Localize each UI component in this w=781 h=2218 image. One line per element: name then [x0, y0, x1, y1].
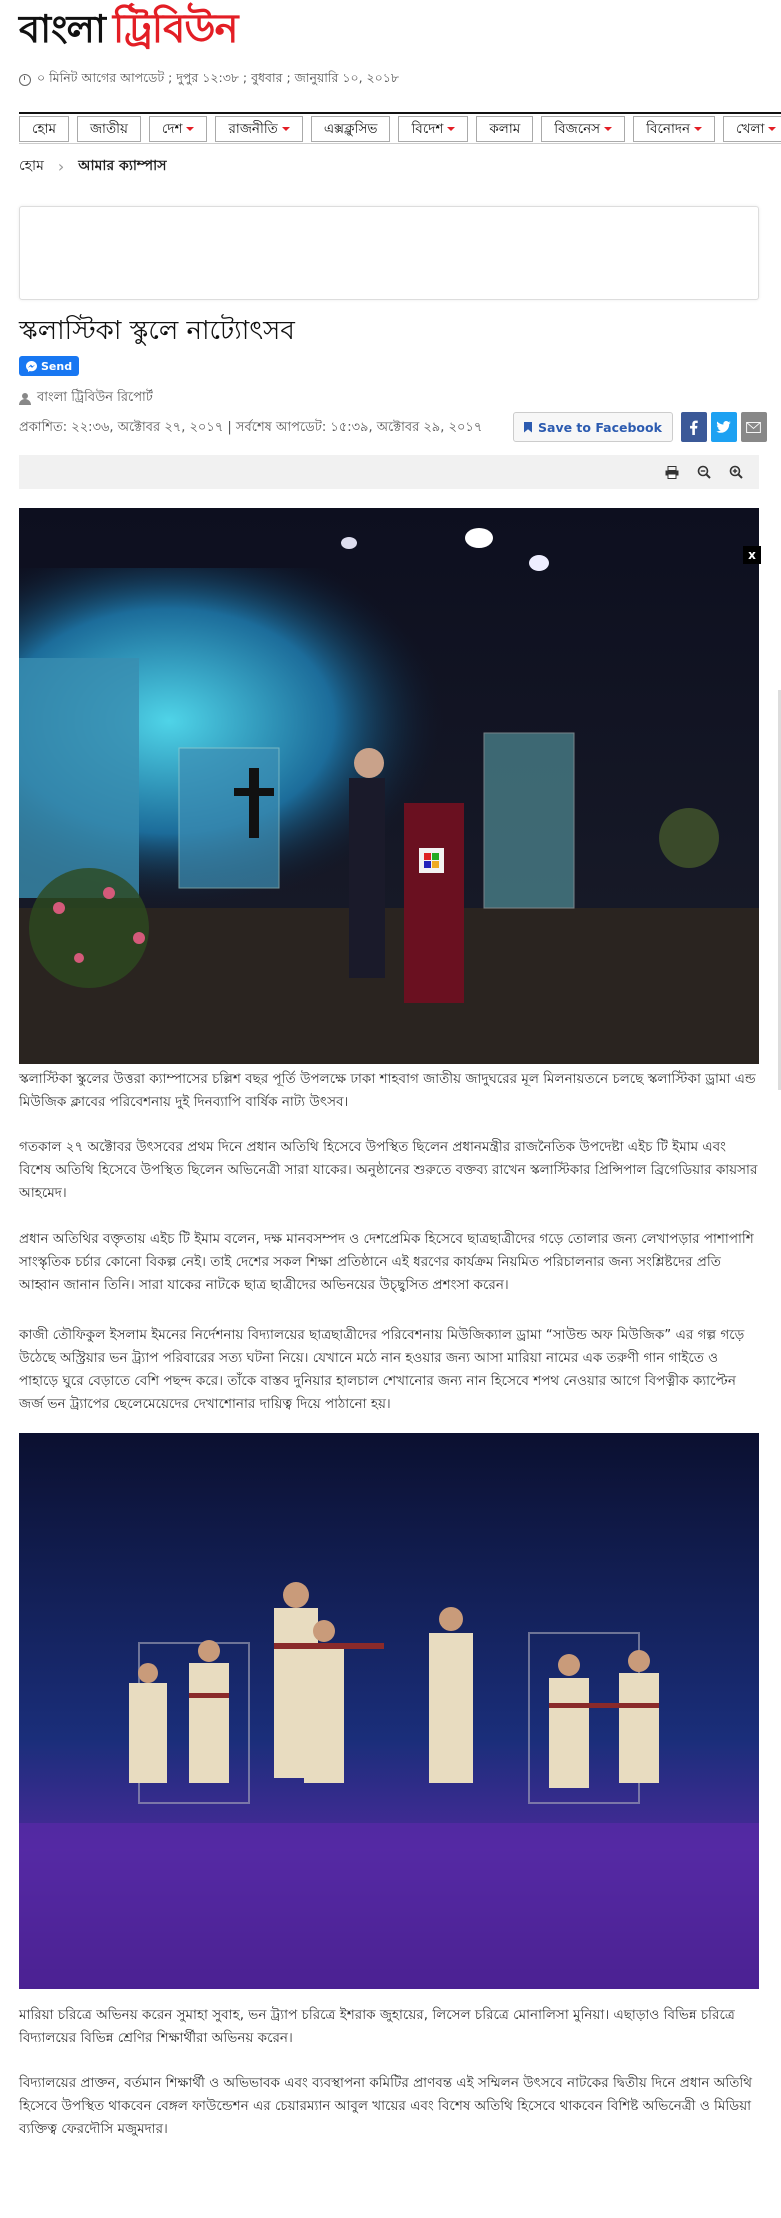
nav-item-label: বিজনেস	[554, 120, 601, 137]
article-paragraph: মারিয়া চরিত্রে অভিনয় করেন সুমাহা সুবাহ, ভন ট্র্যাপ চরিত্রে ইশরাক জুহায়ের, লিসেল চরিত্রে মোনালিসা মুনিয়া। এছাড়াও বিভিন্ন চরিত্রে বিদ্যালয়ের বিভিন্ন শ্রেণির শিক্ষার্থীরা অভিনয় করেন।	[19, 2007, 735, 2046]
messenger-icon	[26, 361, 37, 372]
nav-item[interactable]	[149, 116, 208, 142]
nav-item-label: জাতীয়	[89, 120, 128, 137]
caret-down-icon	[694, 127, 702, 131]
user-icon	[19, 393, 31, 405]
nav-item[interactable]	[723, 116, 781, 142]
nav-item-label: রাজনীতি	[228, 120, 278, 137]
logo-bangla: বাংলা	[19, 6, 105, 51]
caret-down-icon	[282, 127, 290, 131]
close-button[interactable]: x	[743, 546, 761, 564]
nav-item[interactable]	[633, 116, 715, 142]
messenger-send-button[interactable]	[19, 356, 79, 376]
facebook-share-button[interactable]	[681, 412, 707, 442]
twitter-icon	[716, 421, 731, 433]
breadcrumb	[19, 154, 166, 178]
share-bar	[513, 412, 767, 442]
site-logo[interactable]	[19, 5, 238, 64]
email-icon	[746, 422, 761, 433]
nav-item[interactable]	[215, 116, 302, 142]
publish-date: প্রকাশিত: ২২:৩৬, অক্টোবর ২৭, ২০১৭ | সর্বশেষ আপডেট: ১৫:৩৯, অক্টোবর ২৯, ২০১৭	[19, 420, 483, 435]
caret-down-icon	[447, 127, 455, 131]
nav-item-label: দেশ	[161, 120, 183, 137]
nav-item-label: বিদেশ	[411, 120, 444, 137]
nav-item-label: খেলা	[736, 120, 765, 137]
clock-icon	[19, 74, 31, 86]
nav-item[interactable]	[77, 116, 141, 142]
zoom-out-icon[interactable]	[697, 465, 711, 479]
bookmark-icon	[524, 422, 532, 433]
caret-down-icon	[768, 127, 776, 131]
article-toolbar	[19, 455, 759, 489]
save-to-facebook-button[interactable]	[513, 412, 673, 442]
nav-item[interactable]	[19, 116, 69, 142]
breadcrumb-home[interactable]: হোম	[19, 158, 44, 174]
last-updated	[19, 70, 399, 90]
nav-item[interactable]	[541, 116, 625, 142]
send-label: Send	[41, 359, 73, 373]
save-to-facebook-label: Save to Facebook	[538, 419, 662, 435]
zoom-in-icon[interactable]	[729, 465, 743, 479]
breadcrumb-category[interactable]: আমার ক্যাম্পাস	[78, 158, 167, 174]
last-updated-text: ০ মিনিট আগের আপডেট ; দুপুর ১২:৩৮ ; বুধবার ; জানুয়ারি ১০, ২০১৮	[37, 70, 400, 85]
article-photo-speech	[19, 508, 759, 1064]
nav-item[interactable]	[476, 116, 533, 142]
print-icon[interactable]	[665, 466, 679, 479]
email-share-button[interactable]	[741, 412, 767, 442]
chevron-right-icon: ›	[57, 156, 65, 176]
article-paragraph: বিদ্যালয়ের প্রাক্তন, বর্তমান শিক্ষার্থী ও অভিভাবক এবং ব্যবস্থাপনা কমিটির প্রাণবন্ত এই সম্মিলন উৎসবে নাটকের দ্বিতীয় দিনে প্রধান অতিথি হিসেবে উপস্থিত থাকবেন বেঙ্গল ফাউন্ডেশন এর চেয়ারম্যান আবুল খায়ের এবং বিশেষ অতিথি হিসেবে থাকবেন বিশিষ্ট অভিনেত্রী ও মিডিয়া ব্যক্তিত্ব ফেরদৌসি মজুমদার।	[19, 2075, 753, 2137]
nav-item-label: কলাম	[489, 120, 521, 137]
nav-item-label: বিনোদন	[646, 120, 691, 137]
nav-item[interactable]	[311, 116, 391, 142]
main-nav	[19, 112, 781, 144]
article-photo-drama	[19, 1433, 759, 1989]
article-paragraph: স্কলাস্টিকা স্কুলের উত্তরা ক্যাম্পাসের চল্লিশ বছর পূর্তি উপলক্ষে ঢাকা শাহবাগ জাতীয় জাদুঘরের মূল মিলনায়তনে চলছে স্কলাস্টিকা ড্রামা এন্ড মিউজিক ক্লাবের পরিবেশনায় দুই দিনব্যাপি বার্ষিক নাট্য উৎসব।	[19, 1071, 756, 1110]
article-author	[19, 388, 153, 409]
author-name: বাংলা ট্রিবিউন রিপোর্ট	[37, 390, 153, 405]
article-paragraph: কাজী তৌফিকুল ইসলাম ইমনের নির্দেশনায় বিদ্যালয়ের ছাত্রছাত্রীদের পরিবেশনায় মিউজিক্যাল ড্রামা “সাউন্ড অফ মিউজিক” এর গল্প গড়ে উঠেছে অস্ট্রিয়ার ভন ট্র্যাপ পরিবারের সত্য ঘটনা নিয়ে। যেখানে মঠে নান হওয়ার জন্য আসা মারিয়া নামের এক তরুণী গান গাইতে ও পাহাড়ে ঘুরে বেড়াতে বেশি পছন্দ করে। তাঁকে বাস্তব দুনিয়ার হালচাল শেখানোর জন্য নান হিসেবে শপথ নেওয়ার আগে বিপত্নীক ক্যাপ্টেন জর্জ ভন ট্র্যাপের ছেলেমেয়েদের দেখাশোনার দায়িত্ব দিয়ে পাঠানো হয়।	[19, 1327, 745, 1412]
facebook-icon	[689, 420, 698, 435]
article-title: স্কলাস্টিকা স্কুলে নাট্যোৎসব	[19, 316, 295, 346]
logo-tribune: ট্রিবিউন	[112, 5, 238, 52]
ad-banner[interactable]	[19, 206, 759, 300]
nav-item-label: হোম	[32, 120, 56, 137]
caret-down-icon	[186, 127, 194, 131]
article-paragraph: প্রধান অতিথির বক্তৃতায় এইচ টি ইমাম বলেন, দক্ষ মানবসম্পদ ও দেশপ্রেমিক হিসেবে ছাত্রছাত্রীদের গড়ে তোলার জন্য লেখাপড়ার পাশাপাশি সাংস্কৃতিক চর্চার কোনো বিকল্প নেই। তাই দেশের সকল শিক্ষা প্রতিষ্ঠানে এই ধরণের কার্যক্রম নিয়মিত পরিচালনার জন্য সংশ্লিষ্টদের প্রতি আহ্বান জানান তিনি। সারা যাকের নাটকে ছাত্র ছাত্রীদের অভিনয়ের উচ্ছ্বসিত প্রশংসা করেন।	[19, 1231, 754, 1293]
article-paragraph: গতকাল ২৭ অক্টোবর উৎসবের প্রথম দিনে প্রধান অতিথি হিসেবে উপস্থিত ছিলেন প্রধানমন্ত্রীর রাজনৈতিক উপদেষ্টা এইচ টি ইমাম এবং বিশেষ অতিথি হিসেবে উপস্থিত ছিলেন অভিনেত্রী সারা যাকের। অনুষ্ঠানের শুরুতে বক্তব্য রাখেন স্কলাস্টিকার প্রিন্সিপাল ব্রিগেডিয়ার কায়সার আহমেদ।	[19, 1139, 758, 1201]
nav-item-label: এক্সক্লুসিভ	[323, 120, 378, 137]
twitter-share-button[interactable]	[711, 412, 737, 442]
caret-down-icon	[604, 127, 612, 131]
nav-item[interactable]	[398, 116, 468, 142]
